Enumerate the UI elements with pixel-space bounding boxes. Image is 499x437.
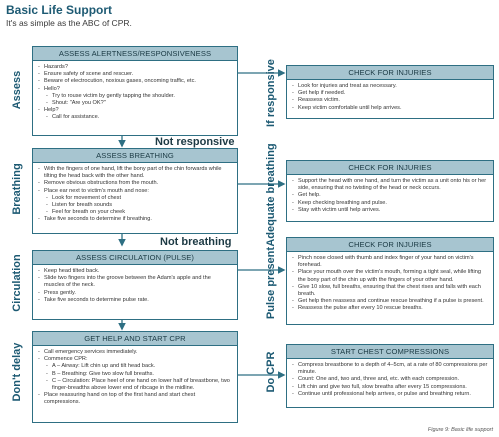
list-item: - Call emergency services immediately. xyxy=(38,349,232,356)
box-title: CHECK FOR INJURIES xyxy=(287,66,493,80)
list-item: - Look for movement of chest xyxy=(38,195,232,202)
side-label-pulse-present: Pulse present xyxy=(265,246,277,320)
list-item: - With the fingers of one hand, lift the bony part of the chin forwards while tilting the head back with the other hand. xyxy=(38,166,232,180)
box-assess-alertness xyxy=(32,46,238,136)
list-item: - Commence CPR: xyxy=(38,356,232,363)
list-item: - Take five seconds to determine pulse rate. xyxy=(38,297,232,304)
side-label-circulation: Circulation xyxy=(11,254,23,312)
side-label-do-cpr: Do CPR xyxy=(265,351,277,393)
connector-not-responsive: Not responsive xyxy=(155,136,235,148)
box-assess-circulation xyxy=(32,250,238,320)
side-label-assess: Assess xyxy=(11,70,23,110)
box-check-injuries-3 xyxy=(286,237,494,325)
list-item: - Slide two fingers into the groove between the Adam's apple and the muscles of the neck. xyxy=(38,275,232,289)
box-title: ASSESS BREATHING xyxy=(33,149,237,163)
list-item: - Lift chin and give two full, slow breaths after every 15 compressions. xyxy=(292,384,488,391)
box-list xyxy=(287,175,493,216)
box-title: CHECK FOR INJURIES xyxy=(287,161,493,175)
list-item: - Look for injuries and treat as necessary. xyxy=(292,83,488,90)
list-item: - Continue until professional help arrives, or pulse and breathing return. xyxy=(292,391,488,398)
box-title: ASSESS CIRCULATION (PULSE) xyxy=(33,251,237,265)
box-title: ASSESS ALERTNESS/RESPONSIVENESS xyxy=(33,47,237,61)
list-item: - Hazards? xyxy=(38,64,232,71)
box-start-chest-compressions xyxy=(286,344,494,408)
box-list xyxy=(287,80,493,114)
list-item: - Listen for breath sounds xyxy=(38,202,232,209)
box-assess-breathing xyxy=(32,148,238,234)
side-label-if-responsive: If responsive xyxy=(265,59,277,127)
list-item: - Place reassuring hand on top of the first hand and start chest compressions. xyxy=(38,392,232,406)
list-item: - A – Airway: Lift chin up and tilt head back. xyxy=(38,363,232,370)
side-label-breathing: Breathing xyxy=(11,163,23,215)
list-item: - Get help if needed. xyxy=(292,90,488,97)
box-title: GET HELP AND START CPR xyxy=(33,332,237,346)
list-item: - Count: One and, two and, three and, etc. with each compression. xyxy=(292,376,488,383)
list-item: - Place your mouth over the victim's mouth, forming a tight seal, while lifting the bony part of the chin up with the fingers of your other hand. xyxy=(292,269,488,283)
side-label-adequate-breathing: Adequate breathing xyxy=(265,143,277,247)
list-item: - Get help. xyxy=(292,192,488,199)
list-item: - Help? xyxy=(38,107,232,114)
box-check-injuries-2 xyxy=(286,160,494,222)
list-item: - Get help then reassess and continue rescue breathing if a pulse is present. xyxy=(292,298,488,305)
list-item: - Reassess the pulse after every 10 rescue breaths. xyxy=(292,305,488,312)
box-list xyxy=(287,359,493,400)
box-check-injuries-1 xyxy=(286,65,494,119)
list-item: - Hello? xyxy=(38,86,232,93)
list-item: - Stay with victim until help arrives. xyxy=(292,207,488,214)
list-item: - Compress breastbone to a depth of 4–5cm, at a rate of 80 compressions per minute. xyxy=(292,362,488,376)
list-item: - Shout: "Are you OK?" xyxy=(38,100,232,107)
list-item: - Press gently. xyxy=(38,290,232,297)
box-title: START CHEST COMPRESSIONS xyxy=(287,345,493,359)
list-item: - B – Breathing: Give two slow full breaths. xyxy=(38,371,232,378)
list-item: - Pinch nose closed with thumb and index finger of your hand on victim's forehead. xyxy=(292,255,488,269)
list-item: - Reassess victim. xyxy=(292,97,488,104)
box-title: CHECK FOR INJURIES xyxy=(287,238,493,252)
list-item: - Try to rouse victim by gently tapping the shoulder. xyxy=(38,93,232,100)
list-item: - Give 10 slow, full breaths, ensuring that the chest rises and falls with each breath. xyxy=(292,284,488,298)
list-item: - Keep head tilted back. xyxy=(38,268,232,275)
list-item: - Remove obvious obstructions from the mouth. xyxy=(38,180,232,187)
list-item: - C – Circulation: Place heel of one hand on lower half of breastbone, two finger-breadths above lower end of ribcage in the midline. xyxy=(38,378,232,392)
box-list xyxy=(33,163,237,226)
box-get-help-start-cpr xyxy=(32,331,238,423)
list-item: - Call for assistance. xyxy=(38,114,232,121)
list-item: - Support the head with one hand, and turn the victim as a unit onto his or her side, ensuring that no twisting of the head or neck occurs. xyxy=(292,178,488,192)
list-item: - Beware of electrocution, noxious gases, oncoming traffic, etc. xyxy=(38,78,232,85)
list-item: - Ensure safety of scene and rescuer. xyxy=(38,71,232,78)
list-item: - Keep victim comfortable until help arrives. xyxy=(292,105,488,112)
box-list xyxy=(33,346,237,409)
box-list xyxy=(33,61,237,124)
figure-caption: Figure 9: Basic life support xyxy=(427,427,493,433)
connector-not-breathing: Not breathing xyxy=(160,236,232,248)
list-item: - Place ear next to victim's mouth and nose: xyxy=(38,188,232,195)
list-item: - Keep checking breathing and pulse. xyxy=(292,200,488,207)
list-item: - Feel for breath on your cheek xyxy=(38,209,232,216)
page-subtitle: It's as simple as the ABC of CPR. xyxy=(6,18,132,28)
side-label-dont-delay: Don't delay xyxy=(11,342,23,402)
list-item: - Take five seconds to determine if breathing. xyxy=(38,216,232,223)
box-list xyxy=(33,265,237,306)
page-title: Basic Life Support xyxy=(6,3,113,17)
box-list xyxy=(287,252,493,315)
